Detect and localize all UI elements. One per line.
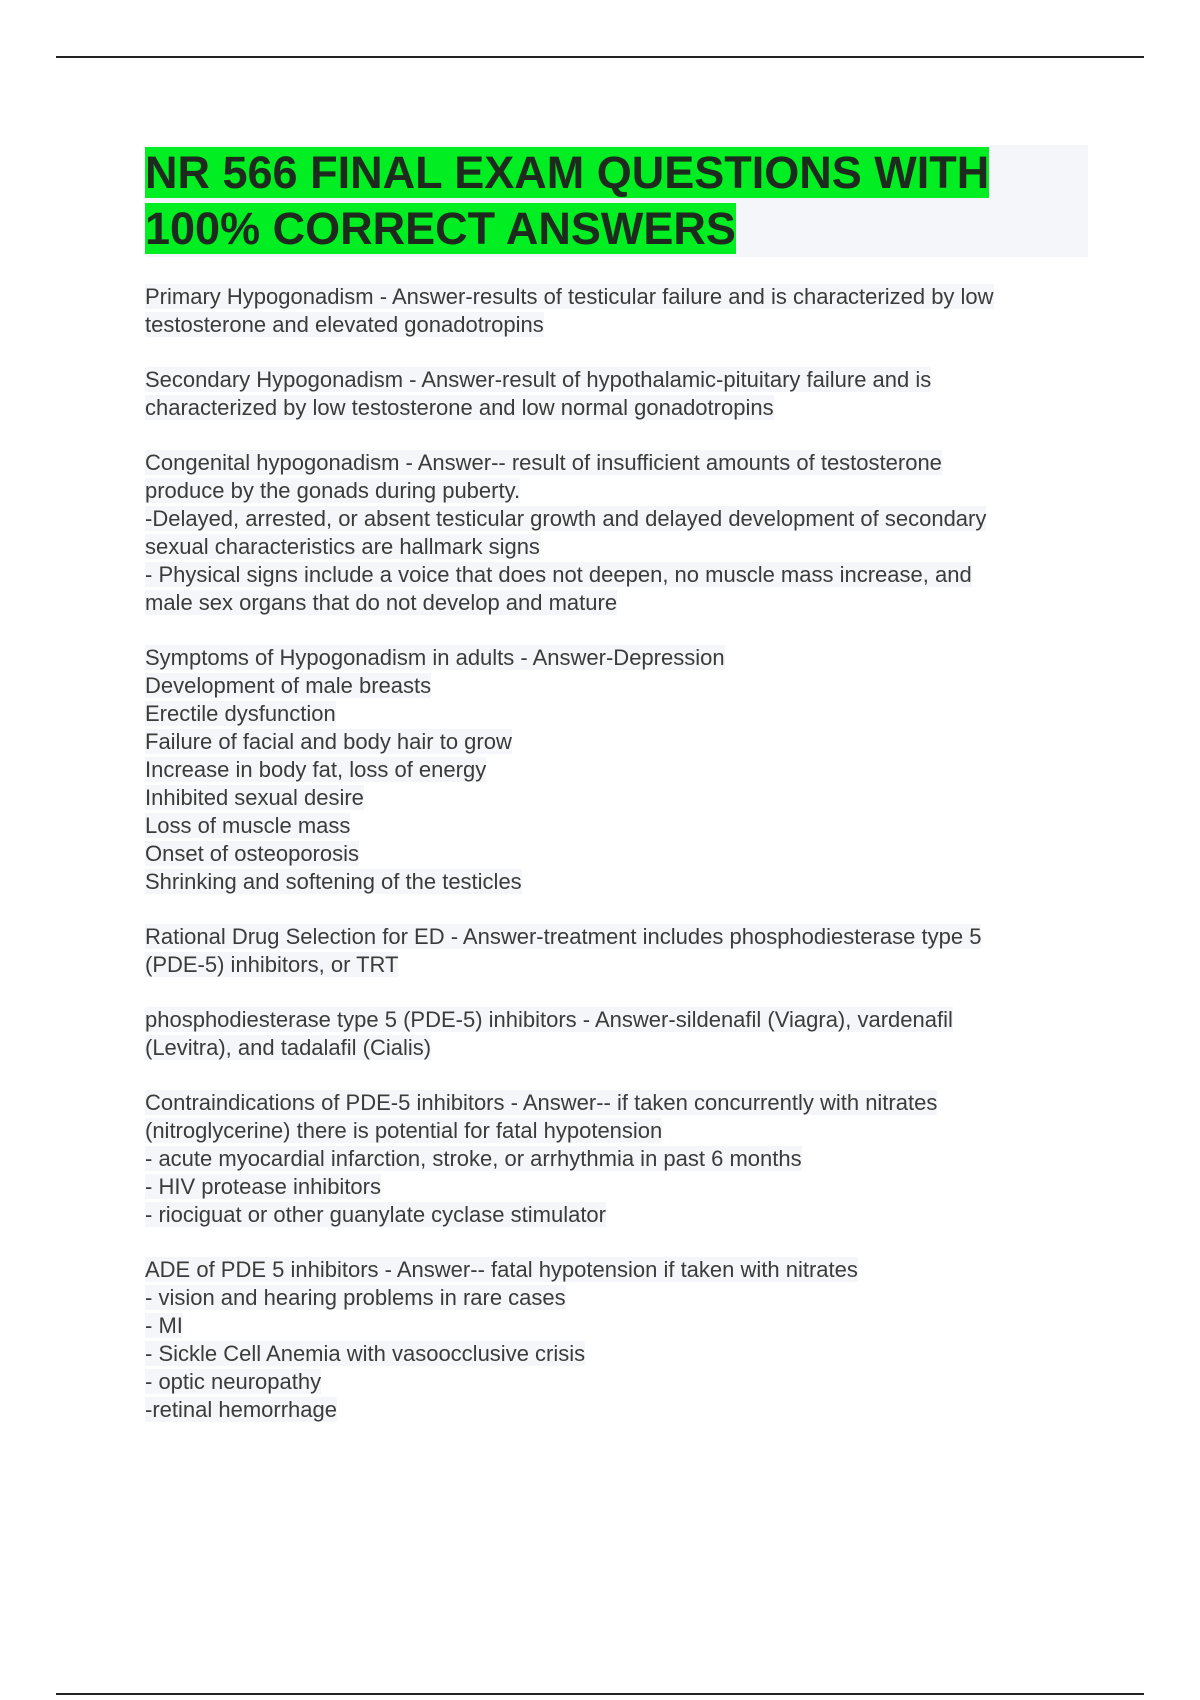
line-text: (nitroglycerine) there is potential for fatal hypotension bbox=[145, 1118, 663, 1143]
qa-entry bbox=[145, 644, 1090, 896]
line-text: - MI bbox=[145, 1313, 183, 1338]
qa-answer-line bbox=[145, 394, 1090, 422]
line-text: Rational Drug Selection for ED - Answer-treatment includes phosphodiesterase type 5 bbox=[145, 924, 982, 949]
line-text: - Physical signs include a voice that does not deepen, no muscle mass increase, and bbox=[145, 562, 972, 587]
qa-question-line bbox=[145, 449, 1090, 477]
line-text: - riociguat or other guanylate cyclase stimulator bbox=[145, 1202, 606, 1227]
line-text: Secondary Hypogonadism - Answer-result of hypothalamic-pituitary failure and is bbox=[145, 367, 932, 392]
qa-answer-line bbox=[145, 1117, 1090, 1145]
line-text: - optic neuropathy bbox=[145, 1369, 322, 1394]
line-text: Inhibited sexual desire bbox=[145, 785, 364, 810]
qa-answer-line bbox=[145, 533, 1090, 561]
line-text: -retinal hemorrhage bbox=[145, 1397, 337, 1422]
qa-answer-line bbox=[145, 784, 1090, 812]
qa-answer-line bbox=[145, 840, 1090, 868]
qa-entry bbox=[145, 1089, 1090, 1229]
top-rule bbox=[56, 56, 1144, 58]
qa-answer-line bbox=[145, 311, 1090, 339]
line-text: ADE of PDE 5 inhibitors - Answer-- fatal hypotension if taken with nitrates bbox=[145, 1257, 858, 1282]
line-text: Congenital hypogonadism - Answer-- result of insufficient amounts of testosterone bbox=[145, 450, 942, 475]
qa-question-line bbox=[145, 923, 1090, 951]
line-text: Onset of osteoporosis bbox=[145, 841, 360, 866]
qa-answer-line bbox=[145, 1396, 1090, 1424]
line-text: produce by the gonads during puberty. bbox=[145, 478, 521, 503]
qa-question-line bbox=[145, 1089, 1090, 1117]
line-text: Erectile dysfunction bbox=[145, 701, 336, 726]
qa-answer-line bbox=[145, 1034, 1090, 1062]
page-title bbox=[145, 145, 1088, 257]
line-text: - Sickle Cell Anemia with vasoocclusive crisis bbox=[145, 1341, 586, 1366]
line-text: characterized by low testosterone and low normal gonadotropins bbox=[145, 395, 774, 420]
qa-entry bbox=[145, 283, 1090, 339]
line-text: Shrinking and softening of the testicles bbox=[145, 869, 522, 894]
qa-answer-line bbox=[145, 561, 1090, 589]
qa-question-line bbox=[145, 644, 1090, 672]
qa-answer-line bbox=[145, 728, 1090, 756]
line-text: - HIV protease inhibitors bbox=[145, 1174, 381, 1199]
line-text: (Levitra), and tadalafil (Cialis) bbox=[145, 1035, 432, 1060]
qa-answer-line bbox=[145, 1284, 1090, 1312]
title-block bbox=[145, 145, 1088, 257]
line-text: Symptoms of Hypogonadism in adults - Answer-Depression bbox=[145, 645, 725, 670]
line-text: phosphodiesterase type 5 (PDE-5) inhibitors - Answer-sildenafil (Viagra), vardenafil bbox=[145, 1007, 953, 1032]
qa-answer-line bbox=[145, 1201, 1090, 1229]
qa-answer-line bbox=[145, 951, 1090, 979]
qa-answer-line bbox=[145, 1173, 1090, 1201]
qa-question-line bbox=[145, 1006, 1090, 1034]
qa-entry bbox=[145, 1256, 1090, 1424]
line-text: Contraindications of PDE-5 inhibitors - Answer-- if taken concurrently with nitrates bbox=[145, 1090, 938, 1115]
qa-entry bbox=[145, 1006, 1090, 1062]
qa-answer-line bbox=[145, 589, 1090, 617]
qa-answer-line bbox=[145, 477, 1090, 505]
qa-answer-line bbox=[145, 672, 1090, 700]
title-line-1: NR 566 FINAL EXAM QUESTIONS WITH bbox=[145, 147, 990, 198]
line-text: Failure of facial and body hair to grow bbox=[145, 729, 512, 754]
line-text: testosterone and elevated gonadotropins bbox=[145, 312, 544, 337]
title-line-2: 100% CORRECT ANSWERS bbox=[145, 203, 736, 254]
bottom-rule bbox=[56, 1693, 1144, 1695]
line-text: Primary Hypogonadism - Answer-results of testicular failure and is characterized by low bbox=[145, 284, 994, 309]
line-text: - acute myocardial infarction, stroke, or arrhythmia in past 6 months bbox=[145, 1146, 802, 1171]
qa-entry bbox=[145, 366, 1090, 422]
qa-answer-line bbox=[145, 1340, 1090, 1368]
qa-question-line bbox=[145, 1256, 1090, 1284]
qa-list bbox=[145, 283, 1090, 1451]
qa-question-line bbox=[145, 283, 1090, 311]
qa-question-line bbox=[145, 366, 1090, 394]
line-text: sexual characteristics are hallmark signs bbox=[145, 534, 540, 559]
qa-answer-line bbox=[145, 1368, 1090, 1396]
qa-answer-line bbox=[145, 1312, 1090, 1340]
line-text: - vision and hearing problems in rare cases bbox=[145, 1285, 566, 1310]
qa-answer-line bbox=[145, 1145, 1090, 1173]
line-text: male sex organs that do not develop and mature bbox=[145, 590, 618, 615]
qa-answer-line bbox=[145, 756, 1090, 784]
line-text: Loss of muscle mass bbox=[145, 813, 351, 838]
qa-entry bbox=[145, 923, 1090, 979]
qa-answer-line bbox=[145, 812, 1090, 840]
qa-answer-line bbox=[145, 700, 1090, 728]
line-text: Development of male breasts bbox=[145, 673, 432, 698]
line-text: -Delayed, arrested, or absent testicular growth and delayed development of secondary bbox=[145, 506, 987, 531]
line-text: Increase in body fat, loss of energy bbox=[145, 757, 487, 782]
qa-answer-line bbox=[145, 505, 1090, 533]
qa-entry bbox=[145, 449, 1090, 617]
line-text: (PDE-5) inhibitors, or TRT bbox=[145, 952, 399, 977]
qa-answer-line bbox=[145, 868, 1090, 896]
